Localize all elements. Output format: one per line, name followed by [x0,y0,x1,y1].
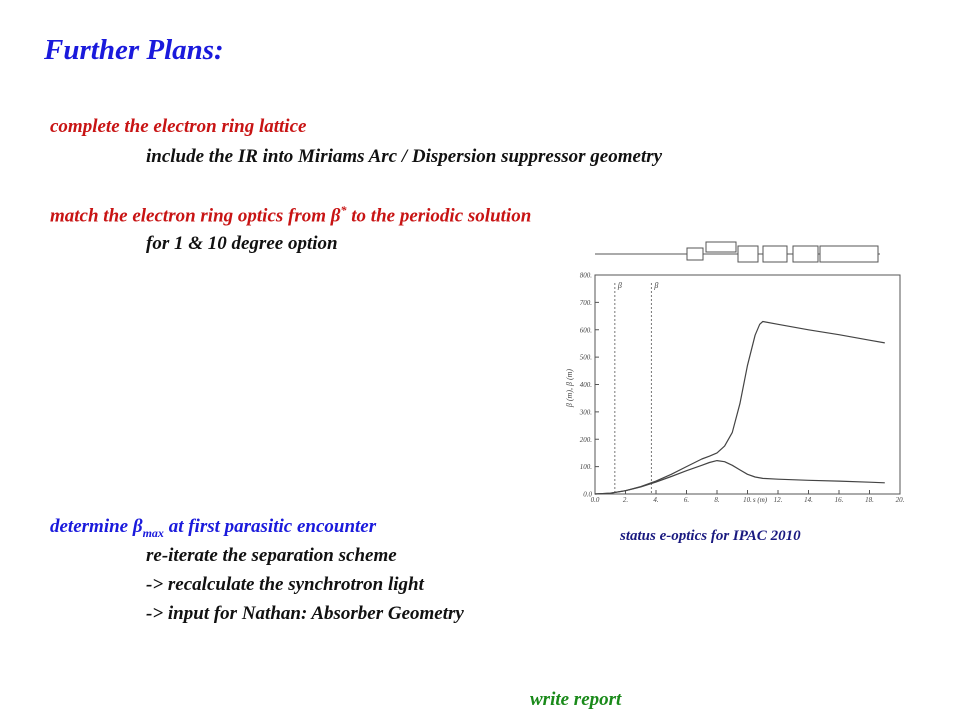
plan-detail-ir-geometry: include the IR into Miriams Arc / Dispersion suppressor geometry [146,146,663,167]
plan-heading-optics-match [50,203,531,227]
plan-heading-beta-max [50,516,376,541]
lattice-magnet [687,248,703,260]
x-tick-label: 8. [714,496,720,504]
footer-write-report: write report [530,689,622,710]
x-tick-label: 18. [865,496,874,504]
y-tick-label: 0.0 [583,490,592,499]
x-tick-label: 14. [804,496,813,504]
heading-text: determine β [50,516,143,537]
x-tick-label: 6. [683,496,690,504]
heading-text-suffix: to the periodic solution [346,205,532,227]
y-tick-label: 700. [579,298,592,307]
x-tick-label: 16. [834,496,844,504]
beta-star-sup: * [340,203,347,217]
beta-series-1-line [595,322,885,495]
y-tick-label: 100. [579,463,592,472]
lattice-element-bar [595,242,880,262]
x-tick-label: 0.0 [590,496,600,504]
x-tick-label: 4. [653,496,659,504]
x-tick-label: 2. [622,496,629,504]
plan-detail-degree-option: for 1 & 10 degree option [146,233,338,254]
beta-function-plot [560,238,910,504]
figure-caption: status e-optics for IPAC 2010 [620,528,801,544]
y-tick-label: 600. [579,326,592,335]
lattice-magnet [763,246,787,262]
x-tick-label: 10. [743,496,752,504]
y-tick-label: 400. [579,381,592,389]
page-title: Further Plans: [44,34,224,66]
y-axis-label: β (m), β (m) [565,368,574,408]
beta-max-sub: max [142,525,164,540]
plot-marks [579,272,905,505]
plan-heading-lattice [50,116,306,138]
heading-text-suffix: at first parasitic encounter [163,516,377,537]
lattice-magnet [738,246,758,262]
x-tick-label: 20. [895,496,905,504]
y-tick-label: 200. [579,435,592,444]
lattice-magnet [793,246,818,262]
beta-series-2-line [595,461,885,494]
heading-text: complete the electron ring lattice [50,116,307,137]
marker-label: β [617,281,622,290]
heading-text: match the electron ring optics from β [50,205,341,227]
x-tick-label: 12. [773,496,783,504]
plan-detail-separation: re-iterate the separation scheme [146,545,397,566]
y-tick-label: 300. [579,408,592,417]
y-tick-label: 800. [579,271,592,280]
lattice-magnet [820,246,878,262]
marker-label: β [654,281,659,290]
x-axis-label: s (m) [752,496,768,504]
lattice-magnet [706,242,736,252]
plot-frame [595,275,900,494]
plan-detail-synchrotron: -> recalculate the synchrotron light [146,574,424,595]
plan-detail-absorber: -> input for Nathan: Absorber Geometry [146,603,464,624]
y-tick-label: 500. [579,353,592,362]
